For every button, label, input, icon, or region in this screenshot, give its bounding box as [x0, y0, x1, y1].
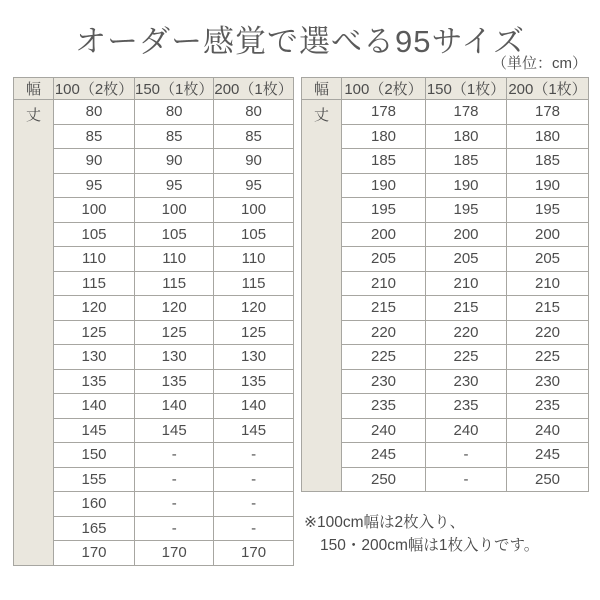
width-column-header: 幅	[14, 78, 54, 100]
size-table-right	[301, 77, 589, 492]
size-cell: 225	[426, 345, 507, 370]
size-cell: 200	[342, 222, 426, 247]
size-cell: 125	[214, 320, 293, 345]
size-cell: 180	[342, 124, 426, 149]
size-cell: 135	[54, 369, 135, 394]
size-cell: 250	[342, 467, 426, 492]
size-cell: 185	[507, 149, 589, 174]
size-cell: 180	[507, 124, 589, 149]
size-cell: 230	[342, 369, 426, 394]
size-cell: 95	[54, 173, 135, 198]
width-option-header: 100（2枚）	[342, 78, 426, 100]
table-row	[302, 271, 589, 296]
size-cell: 250	[507, 467, 589, 492]
table-row	[14, 100, 294, 125]
size-cell: 210	[426, 271, 507, 296]
table-row	[14, 516, 294, 541]
size-cell: 90	[214, 149, 293, 174]
size-cell: 220	[342, 320, 426, 345]
length-row-label: 丈	[302, 100, 342, 492]
size-cell: 205	[342, 247, 426, 272]
table-row	[14, 320, 294, 345]
table-row	[302, 320, 589, 345]
table-row	[14, 173, 294, 198]
size-cell: 240	[342, 418, 426, 443]
size-cell: -	[214, 467, 293, 492]
size-table-left	[13, 77, 294, 566]
size-cell: 225	[342, 345, 426, 370]
size-cell: 230	[507, 369, 589, 394]
size-cell: 80	[214, 100, 293, 125]
table-row	[302, 296, 589, 321]
size-cell: 220	[426, 320, 507, 345]
width-option-header: 100（2枚）	[54, 78, 135, 100]
table-row	[14, 124, 294, 149]
length-row-label: 丈	[14, 100, 54, 566]
size-cell: 240	[426, 418, 507, 443]
table-row	[302, 345, 589, 370]
size-cell: 100	[54, 198, 135, 223]
size-cell: 195	[426, 198, 507, 223]
size-cell: 235	[426, 394, 507, 419]
size-cell: 105	[135, 222, 214, 247]
table-row	[14, 369, 294, 394]
size-cell: 95	[135, 173, 214, 198]
size-cell: 190	[342, 173, 426, 198]
size-cell: 205	[426, 247, 507, 272]
table-row	[14, 271, 294, 296]
size-cell: 105	[214, 222, 293, 247]
size-cell: 130	[214, 345, 293, 370]
footnote-line1: ※100cm幅は2枚入り、	[304, 514, 466, 531]
table-row	[14, 345, 294, 370]
size-cell: 145	[135, 418, 214, 443]
width-option-header: 150（1枚）	[135, 78, 214, 100]
size-cell: 115	[214, 271, 293, 296]
size-cell: 140	[214, 394, 293, 419]
size-cell: 130	[135, 345, 214, 370]
size-cell: -	[214, 516, 293, 541]
size-cell: 145	[214, 418, 293, 443]
size-cell: 195	[342, 198, 426, 223]
size-cell: 235	[507, 394, 589, 419]
size-cell: 185	[426, 149, 507, 174]
size-cell: 120	[54, 296, 135, 321]
table-row	[302, 149, 589, 174]
size-cell: 160	[54, 492, 135, 517]
size-cell: 100	[135, 198, 214, 223]
footnote-line2: 150・200cm幅は1枚入りです。	[320, 537, 540, 555]
size-cell: 85	[54, 124, 135, 149]
size-cell: 170	[214, 541, 293, 566]
size-cell: 85	[214, 124, 293, 149]
size-cell: 135	[214, 369, 293, 394]
size-cell: 155	[54, 467, 135, 492]
table-row	[14, 198, 294, 223]
table-row	[302, 247, 589, 272]
width-option-header: 150（1枚）	[426, 78, 507, 100]
size-cell: 135	[135, 369, 214, 394]
size-cell: -	[135, 443, 214, 468]
size-cell: 120	[214, 296, 293, 321]
header-row	[302, 78, 589, 100]
size-cell: 245	[507, 443, 589, 468]
table-row	[302, 173, 589, 198]
table-row	[302, 418, 589, 443]
size-cell: 85	[135, 124, 214, 149]
size-table-right-wrap	[301, 77, 589, 492]
table-row	[14, 247, 294, 272]
size-cell: 205	[507, 247, 589, 272]
size-cell: 190	[507, 173, 589, 198]
size-cell: -	[426, 467, 507, 492]
size-cell: 110	[214, 247, 293, 272]
size-cell: 215	[426, 296, 507, 321]
table-row	[14, 149, 294, 174]
size-cell: 240	[507, 418, 589, 443]
size-cell: 195	[507, 198, 589, 223]
width-column-header: 幅	[302, 78, 342, 100]
size-cell: -	[135, 467, 214, 492]
size-cell: 150	[54, 443, 135, 468]
table-row	[302, 198, 589, 223]
size-cell: 210	[507, 271, 589, 296]
table-row	[302, 222, 589, 247]
size-cell: 165	[54, 516, 135, 541]
width-option-header: 200（1枚）	[507, 78, 589, 100]
size-cell: 200	[507, 222, 589, 247]
size-cell: 110	[135, 247, 214, 272]
size-cell: -	[214, 443, 293, 468]
size-cell: 125	[135, 320, 214, 345]
size-cell: 200	[426, 222, 507, 247]
size-cell: 90	[54, 149, 135, 174]
size-table-left-wrap	[13, 77, 294, 566]
table-row	[14, 492, 294, 517]
table-row	[14, 443, 294, 468]
size-cell: 245	[342, 443, 426, 468]
size-cell: 178	[426, 100, 507, 125]
size-cell: 90	[135, 149, 214, 174]
table-row	[302, 467, 589, 492]
size-cell: 100	[214, 198, 293, 223]
size-cell: 170	[54, 541, 135, 566]
size-cell: 80	[54, 100, 135, 125]
size-cell: 130	[54, 345, 135, 370]
table-row	[14, 541, 294, 566]
size-cell: 225	[507, 345, 589, 370]
size-cell: 230	[426, 369, 507, 394]
size-cell: 145	[54, 418, 135, 443]
size-cell: 220	[507, 320, 589, 345]
size-cell: 215	[507, 296, 589, 321]
size-cell: -	[135, 516, 214, 541]
size-cell: 178	[342, 100, 426, 125]
size-cell: 190	[426, 173, 507, 198]
size-cell: 80	[135, 100, 214, 125]
size-cell: 235	[342, 394, 426, 419]
size-cell: 105	[54, 222, 135, 247]
table-row	[302, 124, 589, 149]
size-cell: 185	[342, 149, 426, 174]
width-option-header: 200（1枚）	[214, 78, 293, 100]
table-row	[302, 443, 589, 468]
table-row	[14, 394, 294, 419]
size-cell: -	[135, 492, 214, 517]
size-cell: 125	[54, 320, 135, 345]
size-cell: -	[426, 443, 507, 468]
table-row	[302, 369, 589, 394]
page-title: オーダー感覚で選べる95サイズ	[74, 24, 525, 59]
table-row	[302, 394, 589, 419]
size-cell: 180	[426, 124, 507, 149]
table-row	[14, 222, 294, 247]
size-cell: 95	[214, 173, 293, 198]
unit-label: （単位：cm）	[492, 55, 587, 72]
size-cell: 215	[342, 296, 426, 321]
size-cell: 178	[507, 100, 589, 125]
size-cell: -	[214, 492, 293, 517]
table-row	[14, 296, 294, 321]
footnote	[304, 511, 539, 558]
table-row	[14, 418, 294, 443]
size-cell: 140	[54, 394, 135, 419]
size-cell: 210	[342, 271, 426, 296]
size-cell: 110	[54, 247, 135, 272]
table-row	[302, 100, 589, 125]
size-cell: 120	[135, 296, 214, 321]
size-cell: 140	[135, 394, 214, 419]
header-row	[14, 78, 294, 100]
size-cell: 115	[54, 271, 135, 296]
size-cell: 115	[135, 271, 214, 296]
table-row	[14, 467, 294, 492]
size-cell: 170	[135, 541, 214, 566]
